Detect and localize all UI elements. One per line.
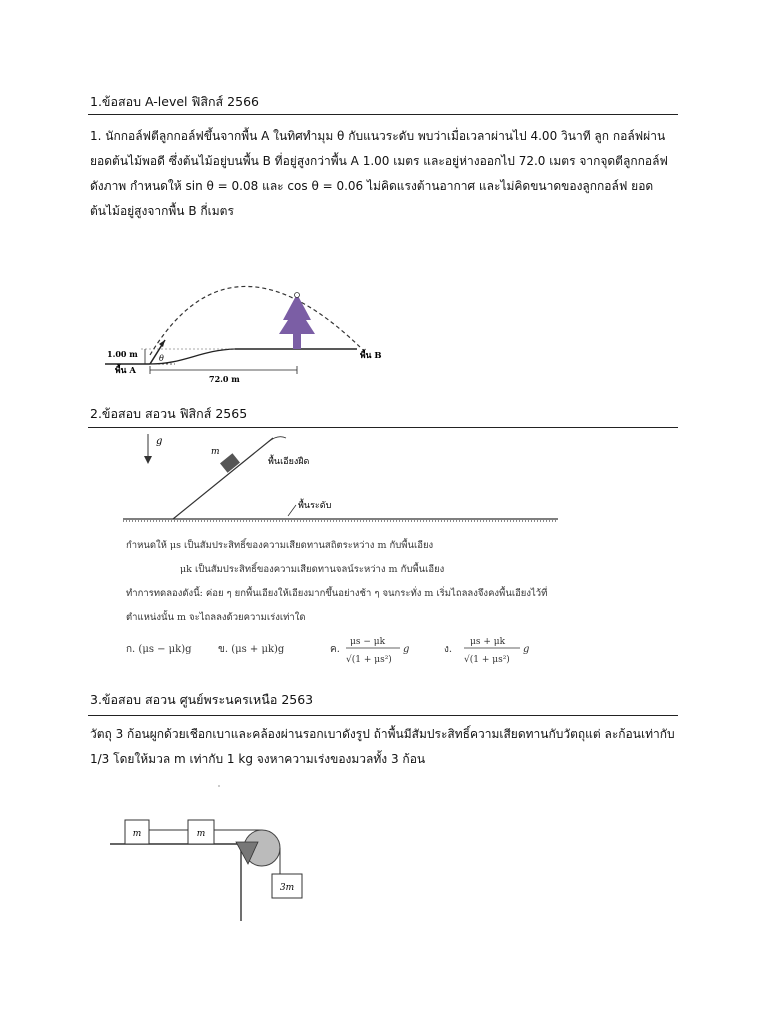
choice-c-label: ค. (330, 644, 340, 655)
ball-trajectory (150, 286, 360, 355)
choice-d-g: g (523, 644, 530, 655)
q2-incline-figure (118, 430, 638, 680)
choice-d-denominator: √(1 + μs²) (464, 655, 510, 665)
q2-line1: กำหนดให้ μs เป็นสัมประสิทธิ์ของความเสียดทานสถิตระหว่าง m กับพื้นเอียง (126, 540, 434, 551)
choice-d-numerator: μs + μk (470, 637, 506, 647)
golf-ball (295, 293, 300, 298)
incline-label: พื้นเอียงฝืด (268, 457, 310, 467)
level-pointer (288, 505, 296, 516)
g-label: g (156, 436, 163, 447)
block-3-label: 3m (279, 883, 295, 893)
q2-line3: ทำการทดลองดังนี้: ค่อย ๆ ยกพื้นเอียงให้เอียงมากขึ้นอย่างช้า ๆ จนกระทั่ง m เริ่มไถลลงจึงคงพื้นเอียงไว้ที่ (126, 588, 548, 599)
q3-heading: 3.ข้อสอบ สอวน ศูนย์พระนครเหนือ 2563 (90, 692, 314, 707)
tree-trunk (293, 334, 301, 349)
block-2-label: m (196, 829, 206, 839)
block-1-label: m (132, 829, 142, 839)
q2-line4: ตำแหน่งนั้น m จะไถลลงด้วยความเร่งเท่าใด (126, 612, 306, 623)
q2-divider (88, 427, 678, 428)
distance-label: 72.0 m (209, 374, 240, 384)
ground-a-label: พื้น A (115, 366, 136, 376)
block-m-label: m (211, 447, 220, 457)
choice-a: ก. (μs − μk)g (126, 644, 192, 655)
q1-text: 1. นักกอล์ฟตีลูกกอล์ฟขึ้นจากพื้น A ในทิศทำมุม θ กับแนวระดับ พบว่าเมื่อเวลาผ่านไป 4.00 วินาที ลูก กอล์ฟผ่านยอดต้นไม้พอดี ซึ่งต้นไม้อยู่บนพื้น B ที่อยู่สูงกว่าพื้น A 1.00 เมตร และอยู่ห่างออกไป 72.0 เมตร จากจุดตีลูกกอล์ฟ ดังภาพ กำหนดให้ sin θ = 0.08 และ cos θ = 0.06 ไม่คิดแรงต้านอากาศ และไม่คิดขนาดของลูกกอล์ฟ ยอดต้นไม้อยู่สูงจากพื้น B กี่เมตร (90, 129, 668, 218)
q3-divider (88, 715, 678, 716)
q1-heading: 1.ข้อสอบ A-level ฟิสิกส์ 2566 (90, 94, 259, 109)
q2-heading: 2.ข้อสอบ สอวน ฟิสิกส์ 2565 (90, 406, 248, 421)
q3-pulley-figure (100, 778, 400, 928)
q3-text: วัตถุ 3 ก้อนผูกด้วยเชือกเบาและคล้องผ่านรอกเบาดังรูป ถ้าพื้นมีสัมประสิทธิ์ความเสียดทานกับวัตถุแต่ ละก้อนเท่ากับ 1/3 โดยให้มวล m เท่ากับ 1 kg จงหาความเร่งของมวลทั้ง 3 ก้อน (90, 727, 675, 766)
block-m (220, 453, 240, 472)
incline-surface (173, 438, 273, 519)
level-label: พื้นระดับ (298, 501, 332, 511)
choice-d-label: ง. (444, 644, 453, 655)
q1-divider (88, 114, 678, 115)
choice-b: ข. (μs + μk)g (218, 644, 285, 655)
gravity-arrowhead (144, 456, 152, 464)
q1-golf-figure (95, 262, 445, 387)
launch-arrowhead (159, 340, 165, 347)
angle-label: θ (159, 354, 164, 363)
choice-c-numerator: μs − μk (350, 637, 386, 647)
q2-line2: μk เป็นสัมประสิทธิ์ของความเสียดทานจลน์ระหว่าง m กับพื้นเอียง (180, 564, 445, 575)
choice-c-g: g (403, 644, 410, 655)
height-label: 1.00 m (107, 349, 138, 359)
choice-c-denominator: √(1 + μs²) (346, 655, 392, 665)
ground-b-label: พื้น B (360, 351, 382, 361)
